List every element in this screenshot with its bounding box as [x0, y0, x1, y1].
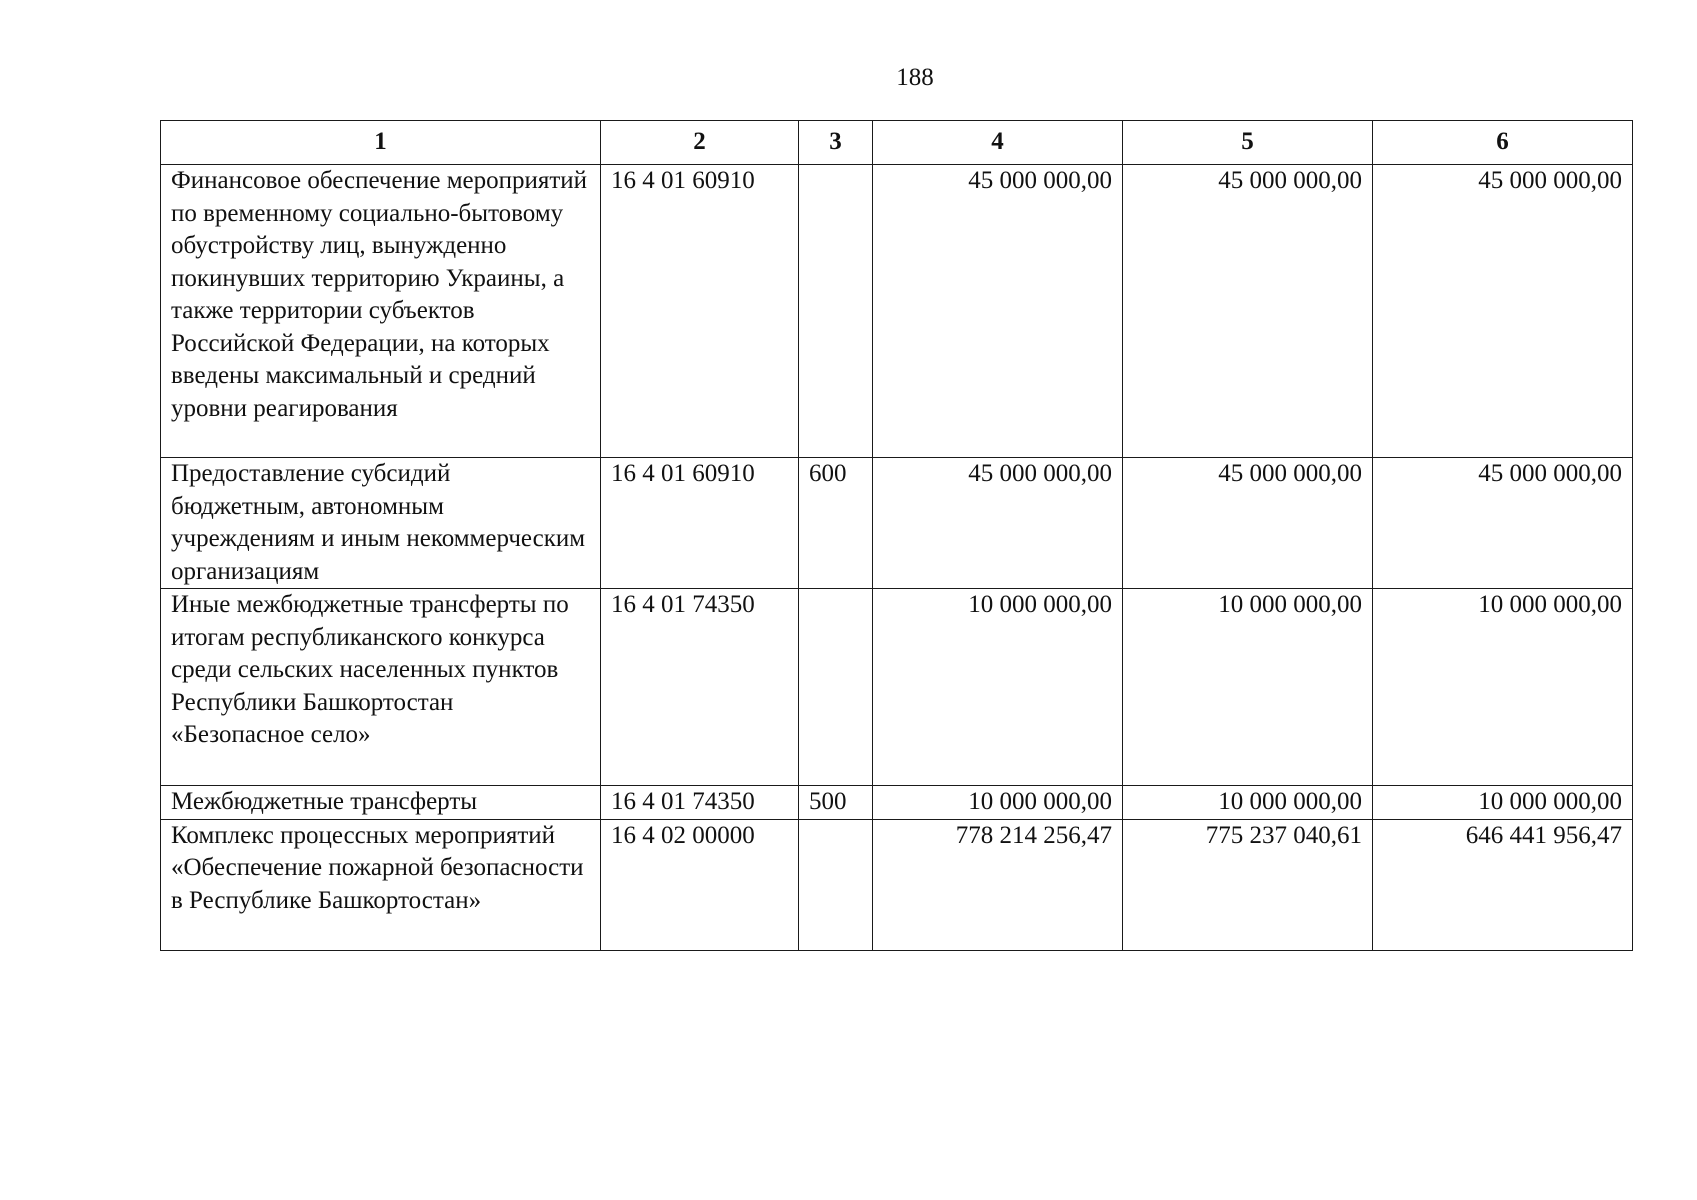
expense-type-cell [799, 589, 873, 786]
amount-cell-col5: 10 000 000,00 [1123, 589, 1373, 786]
expense-type-cell: 500 [799, 786, 873, 820]
amount-cell-col6: 10 000 000,00 [1373, 786, 1633, 820]
amount-cell-col4: 10 000 000,00 [873, 786, 1123, 820]
page-number: 188 [896, 64, 934, 91]
expense-type-cell [799, 819, 873, 950]
target-code-cell: 16 4 01 74350 [601, 589, 799, 786]
item-name-cell: Предоставление субсидий бюджетным, автономным учреждениям и иным некоммерческим организациям [161, 458, 601, 589]
budget-table [160, 120, 1633, 951]
amount-cell-col4: 778 214 256,47 [873, 819, 1123, 950]
amount-cell-col5: 10 000 000,00 [1123, 786, 1373, 820]
amount-cell-col5: 45 000 000,00 [1123, 165, 1373, 458]
table-header-row [161, 121, 1633, 165]
column-header: 6 [1373, 121, 1633, 165]
amount-cell-col6: 45 000 000,00 [1373, 165, 1633, 458]
target-code-cell: 16 4 01 60910 [601, 458, 799, 589]
amount-cell-col4: 45 000 000,00 [873, 165, 1123, 458]
expense-type-cell: 600 [799, 458, 873, 589]
table-row [161, 589, 1633, 786]
amount-cell-col4: 10 000 000,00 [873, 589, 1123, 786]
amount-cell-col5: 45 000 000,00 [1123, 458, 1373, 589]
column-header: 5 [1123, 121, 1373, 165]
amount-cell-col6: 10 000 000,00 [1373, 589, 1633, 786]
expense-type-cell [799, 165, 873, 458]
target-code-cell: 16 4 01 60910 [601, 165, 799, 458]
amount-cell-col5: 775 237 040,61 [1123, 819, 1373, 950]
item-name-cell: Иные межбюджетные трансферты по итогам республиканского конкурса среди сельских населенных пунктов Республики Башкортостан «Безопасное село» [161, 589, 601, 786]
item-name-cell: Комплекс процессных мероприятий «Обеспечение пожарной безопасности в Республике Башкортостан» [161, 819, 601, 950]
amount-cell-col4: 45 000 000,00 [873, 458, 1123, 589]
table-row [161, 458, 1633, 589]
column-header: 4 [873, 121, 1123, 165]
amount-cell-col6: 646 441 956,47 [1373, 819, 1633, 950]
amount-cell-col6: 45 000 000,00 [1373, 458, 1633, 589]
column-header: 1 [161, 121, 601, 165]
target-code-cell: 16 4 02 00000 [601, 819, 799, 950]
table-row [161, 819, 1633, 950]
target-code-cell: 16 4 01 74350 [601, 786, 799, 820]
item-name-cell: Межбюджетные трансферты [161, 786, 601, 820]
item-name-cell: Финансовое обеспечение мероприятий по временному социально-бытовому обустройству лиц, вынужденно покинувших территорию Украины, а также территории субъектов Российской Федерации, на которых введены максимальный и средний уровни реагирования [161, 165, 601, 458]
column-header: 3 [799, 121, 873, 165]
column-header: 2 [601, 121, 799, 165]
table-row [161, 786, 1633, 820]
table-row [161, 165, 1633, 458]
